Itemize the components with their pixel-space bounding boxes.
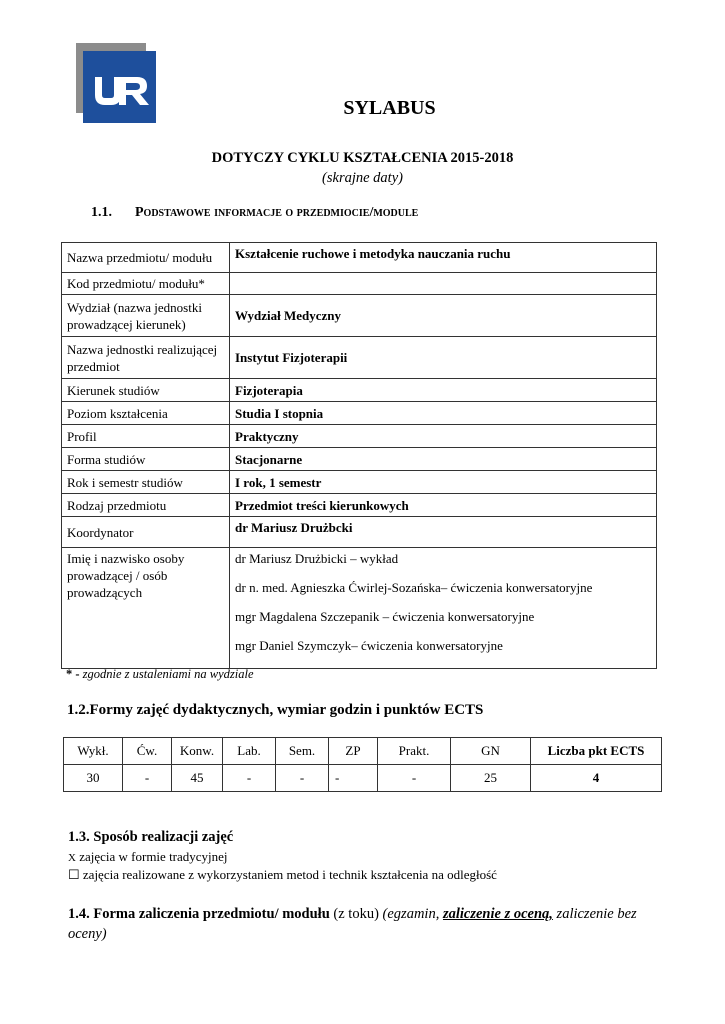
hours-header: Liczba pkt ECTS bbox=[531, 738, 662, 765]
info-value: Przedmiot treści kierunkowych bbox=[230, 494, 657, 517]
table-row bbox=[62, 273, 657, 295]
table-row bbox=[62, 471, 657, 494]
info-label: Koordynator bbox=[62, 517, 230, 548]
hours-header: Sem. bbox=[276, 738, 329, 765]
lecturers-list bbox=[230, 548, 657, 669]
info-value: Fizjoterapia bbox=[230, 379, 657, 402]
table-row bbox=[62, 337, 657, 379]
hours-header: Konw. bbox=[172, 738, 223, 765]
hours-value: 30 bbox=[64, 765, 123, 792]
section-number: 1.1. bbox=[91, 205, 112, 220]
title-text: SYLABUS bbox=[343, 97, 436, 119]
option-exam: egzamin, bbox=[387, 906, 440, 922]
section-1-2-heading: 1.2.Formy zajęć dydaktycznych, wymiar godzin i punktów ECTS bbox=[67, 702, 484, 718]
info-value: Kształcenie ruchowe i metodyka nauczania ruchu bbox=[230, 243, 657, 273]
info-value: Stacjonarne bbox=[230, 448, 657, 471]
assessment-mode: (z toku) bbox=[333, 906, 379, 922]
option-ungraded-credit: zaliczenie bez oceny) bbox=[68, 906, 637, 942]
lecturer-item: dr n. med. Agnieszka Ćwirlej-Sozańska– ćwiczenia konwersatoryjne bbox=[235, 580, 593, 595]
hours-header: GN bbox=[451, 738, 531, 765]
hours-value: 4 bbox=[531, 765, 662, 792]
table-row bbox=[62, 295, 657, 337]
footnote-star: * - bbox=[66, 667, 80, 681]
info-label: Forma studiów bbox=[62, 448, 230, 471]
table-row bbox=[62, 494, 657, 517]
lecturer-item: dr Mariusz Drużbicki – wykład bbox=[235, 551, 399, 566]
checkbox-empty: ☐ bbox=[68, 867, 80, 882]
info-label: Kierunek studiów bbox=[62, 379, 230, 402]
table-row bbox=[62, 379, 657, 402]
hours-value: - bbox=[123, 765, 172, 792]
section-1-1-heading bbox=[91, 205, 418, 221]
lecturer-item: mgr Daniel Szymczyk– ćwiczenia konwersatoryjne bbox=[235, 638, 503, 653]
info-label: Nazwa jednostki realizującej przedmiot bbox=[62, 337, 230, 379]
cycle-subheading: (skrajne daty) bbox=[322, 170, 403, 186]
info-value: Instytut Fizjoterapii bbox=[230, 337, 657, 379]
hours-header: Ćw. bbox=[123, 738, 172, 765]
paren-open: ( bbox=[382, 906, 388, 922]
info-value: Wydział Medyczny bbox=[230, 295, 657, 337]
section-1-3-heading: 1.3. Sposób realizacji zajęć bbox=[68, 829, 234, 845]
option-graded-credit: zaliczenie z oceną, bbox=[442, 906, 553, 922]
section-1-4-heading bbox=[68, 904, 668, 944]
table-row bbox=[62, 402, 657, 425]
info-label: Kod przedmiotu/ modułu* bbox=[62, 273, 230, 295]
footnote bbox=[66, 667, 254, 682]
hours-value: - bbox=[223, 765, 276, 792]
hours-value: 45 bbox=[172, 765, 223, 792]
info-value: Studia I stopnia bbox=[230, 402, 657, 425]
table-row bbox=[62, 517, 657, 548]
lecturer-item: mgr Magdalena Szczepanik – ćwiczenia konwersatoryjne bbox=[235, 609, 535, 624]
info-value: dr Mariusz Drużbcki bbox=[230, 517, 657, 548]
mode-option-remote bbox=[68, 867, 497, 883]
info-label: Rok i semestr studiów bbox=[62, 471, 230, 494]
hours-table bbox=[63, 737, 662, 792]
hours-value: - bbox=[276, 765, 329, 792]
course-info-table bbox=[61, 242, 657, 669]
info-value bbox=[230, 273, 657, 295]
hours-value: 25 bbox=[451, 765, 531, 792]
cycle-heading: DOTYCZY CYKLU KSZTAŁCENIA 2015-2018 bbox=[211, 150, 514, 166]
info-label: Rodzaj przedmiotu bbox=[62, 494, 230, 517]
info-label: Wydział (nazwa jednostki prowadzącej kierunek) bbox=[62, 295, 230, 337]
table-header-row bbox=[64, 738, 662, 765]
option-label: zajęcia realizowane z wykorzystaniem metod i technik kształcenia na odległość bbox=[82, 867, 497, 882]
section-title: Podstawowe informacje o przedmiocie/module bbox=[135, 205, 419, 220]
mode-option-traditional bbox=[68, 849, 228, 865]
table-row bbox=[62, 243, 657, 273]
info-label: Profil bbox=[62, 425, 230, 448]
page-title bbox=[0, 97, 725, 120]
section-title: 1.4. Forma zaliczenia przedmiotu/ modułu bbox=[68, 906, 330, 922]
info-value: Praktyczny bbox=[230, 425, 657, 448]
info-label: Nazwa przedmiotu/ modułu bbox=[62, 243, 230, 273]
lecturers-label: Imię i nazwisko osoby prowadzącej / osób prowadzących bbox=[62, 548, 230, 669]
hours-header: Prakt. bbox=[378, 738, 451, 765]
table-row bbox=[62, 448, 657, 471]
checkbox-marked: X bbox=[68, 852, 76, 864]
hours-value: - bbox=[378, 765, 451, 792]
table-row bbox=[64, 765, 662, 792]
footnote-text: zgodnie z ustaleniami na wydziale bbox=[82, 667, 254, 681]
hours-value: - bbox=[329, 765, 378, 792]
info-label: Poziom kształcenia bbox=[62, 402, 230, 425]
hours-header: Lab. bbox=[223, 738, 276, 765]
option-label: zajęcia w formie tradycyjnej bbox=[79, 849, 228, 864]
table-row bbox=[62, 548, 657, 669]
table-row bbox=[62, 425, 657, 448]
hours-header: ZP bbox=[329, 738, 378, 765]
hours-header: Wykł. bbox=[64, 738, 123, 765]
info-value: I rok, 1 semestr bbox=[230, 471, 657, 494]
